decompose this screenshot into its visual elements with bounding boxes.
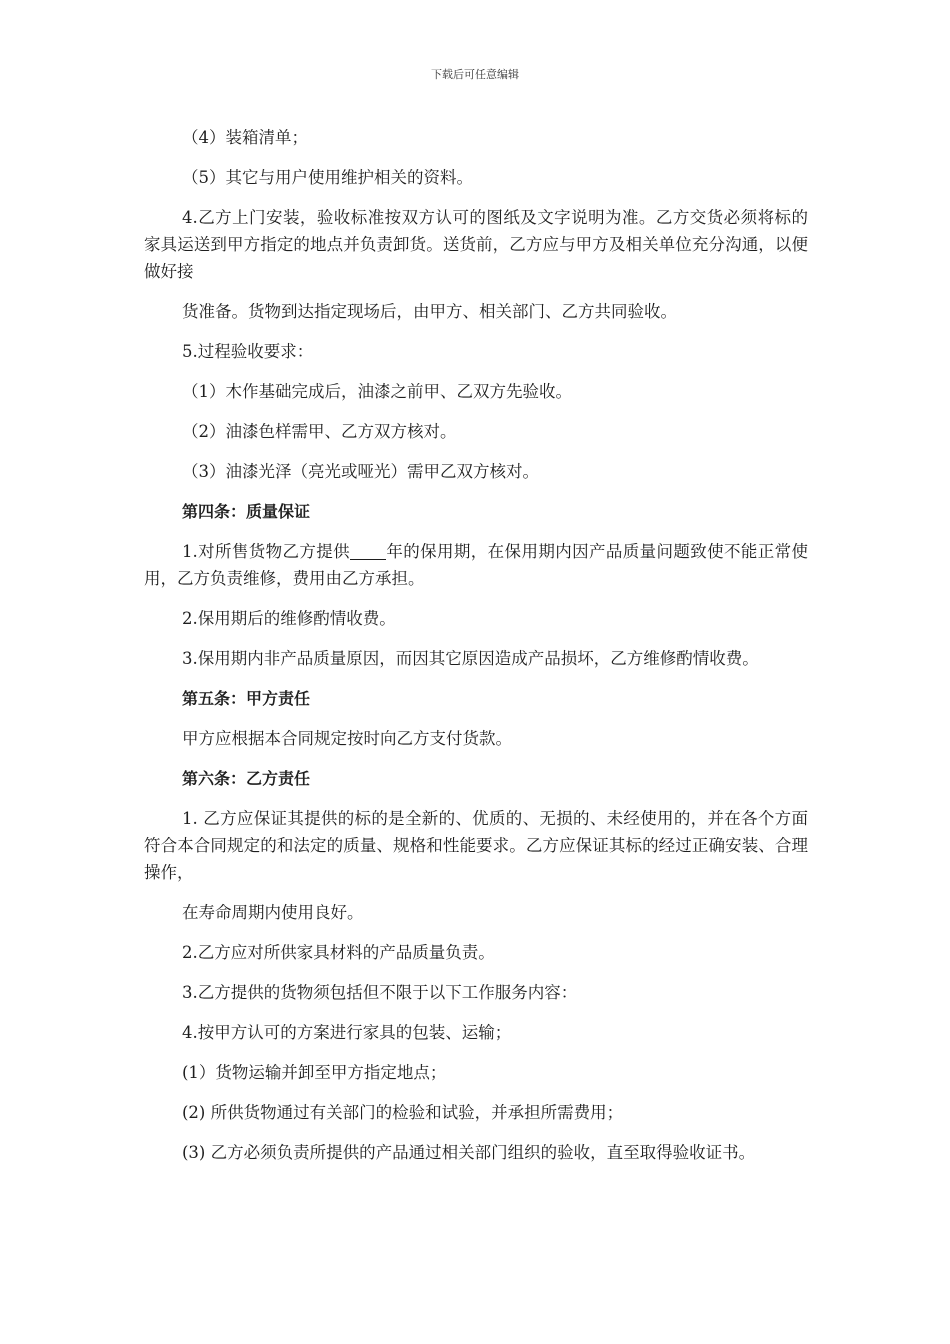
fill-in-blank	[350, 541, 386, 560]
paragraph: （4）装箱清单；	[182, 128, 308, 147]
paragraph: 3.乙方提供的货物须包括但不限于以下工作服务内容：	[182, 983, 578, 1002]
paragraph: 甲方应根据本合同规定按时向乙方支付货款。	[182, 729, 512, 748]
paragraph: 2.保用期后的维修酌情收费。	[182, 609, 396, 628]
paragraph: 3.保用期内非产品质量原因，而因其它原因造成产品损坏，乙方维修酌情收费。	[182, 649, 759, 668]
paragraph-text: 1.对所售货物乙方提供	[182, 542, 351, 561]
paragraph: （3）油漆光泽（亮光或哑光）需甲乙双方核对。	[182, 462, 539, 481]
paragraph: （2）油漆色样需甲、乙方双方核对。	[182, 422, 457, 441]
paragraph: (3) 乙方必须负责所提供的产品通过相关部门组织的验收，直至取得验收证书。	[182, 1143, 756, 1162]
paragraph: 在寿命周期内使用良好。	[182, 903, 364, 922]
paragraph-text: 年的保用期，在保用期内因产品质量问题致使不能正常使用，乙方负责维修，费用由乙方承担。	[144, 542, 808, 588]
document-body	[144, 124, 808, 1179]
paragraph: (1）货物运输并卸至甲方指定地点；	[182, 1063, 447, 1082]
section-heading: 第五条：甲方责任	[182, 689, 311, 708]
section-heading: 第四条：质量保证	[182, 502, 311, 521]
paragraph: (2) 所供货物通过有关部门的检验和试验，并承担所需费用；	[182, 1103, 624, 1122]
paragraph: （5）其它与用户使用维护相关的资料。	[182, 168, 473, 187]
paragraph: （1）木作基础完成后，油漆之前甲、乙双方先验收。	[182, 382, 572, 401]
paragraph: 4.按甲方认可的方案进行家具的包装、运输；	[182, 1023, 512, 1042]
paragraph	[144, 538, 808, 592]
paragraph: 货准备。货物到达指定现场后，由甲方、相关部门、乙方共同验收。	[182, 302, 677, 321]
paragraph: 1. 乙方应保证其提供的标的是全新的、优质的、无损的、未经使用的，并在各个方面符合本合同规定的和法定的质量、规格和性能要求。乙方应保证其标的经过正确安装、合理操作，	[144, 809, 808, 882]
page-header: 下载后可任意编辑	[431, 68, 519, 81]
paragraph: 2.乙方应对所供家具材料的产品质量负责。	[182, 943, 495, 962]
paragraph: 4.乙方上门安装，验收标准按双方认可的图纸及文字说明为准。乙方交货必须将标的家具运送到甲方指定的地点并负责卸货。送货前，乙方应与甲方及相关单位充分沟通，以便做好接	[144, 208, 808, 281]
section-heading: 第六条：乙方责任	[182, 769, 311, 788]
paragraph: 5.过程验收要求：	[182, 342, 314, 361]
